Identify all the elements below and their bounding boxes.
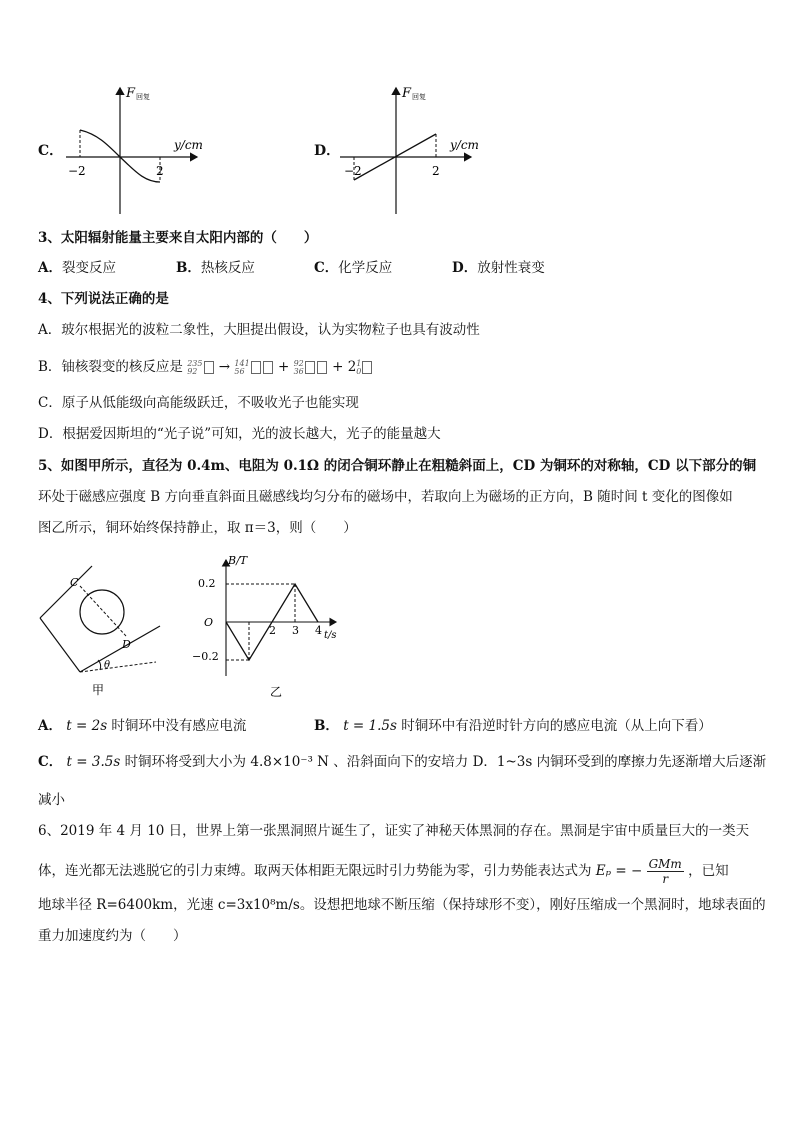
option-d-label: D． [314,143,341,159]
q5-option-d: D．1~3s 内铜环受到的摩擦力先逐渐增大后逐渐 [472,754,767,770]
jia-d-label: D [122,638,131,651]
figure-yi [186,552,346,702]
yi-x-axis: t/s [324,630,337,641]
jia-c-label: C [70,576,79,589]
c-tick-pos: 2 [156,164,164,178]
yi-origin: O [204,616,214,629]
q4-option-b: B．铀核裂变的核反应是 235 92 → 141 56 + 92 36 + 21 0 [38,357,373,377]
jia-theta-label: θ [104,660,111,671]
x-tick-4: 4 [315,624,322,637]
q3-stem: 3、太阳辐射能量主要来自太阳内部的（ ） [38,230,318,246]
q5-option-d-cont: 减小 [38,792,65,808]
d-tick-neg: −2 [344,164,362,178]
d-f-axis: F [402,86,412,101]
c-f-sub: 回复 [136,93,150,101]
option-d-graph [336,82,496,222]
option-c-graph [62,82,212,222]
d-f-sub: 回复 [412,93,426,101]
q4-option-a: A．玻尔根据光的波粒二象性，大胆提出假设，认为实物粒子也具有波动性 [38,322,480,338]
q5-line-2: 环处于磁感应强度 B 方向垂直斜面且磁感线均匀分布的磁场中，若取向上为磁场的正方向，B 随时间 t 变化的图像如 [38,489,733,505]
option-c-label: C． [38,143,64,159]
c-y-axis: y/cm [174,138,203,152]
x-tick-3: 3 [292,624,299,637]
yi-y-neg: −0.2 [192,650,219,663]
neutron-nuclide: 1 0 [356,358,362,376]
d-y-axis: y/cm [450,138,479,152]
jia-caption: 甲 [92,683,105,697]
q5-line-3: 图乙所示，铜环始终保持静止，取 π＝3，则（ ） [38,520,357,536]
uranium-nuclide: 235 92 [187,358,203,376]
q6-fraction: $\frac{\text{GMm}}{r}$ [648,857,682,886]
d-tick-pos: 2 [432,164,440,178]
x-tick-2: 2 [269,624,276,637]
barium-nuclide: 141 56 [234,358,250,376]
figure-jia [36,560,176,700]
q4-option-c: C．原子从低能级向高能级跃迁，不吸收光子也能实现 [38,395,359,411]
yi-caption: 乙 [270,685,283,699]
q3-option-d: D．放射性衰变 [452,260,545,276]
q6-line-3: 地球半径 R=6400km，光速 c=3x10⁸m/s。设想把地球不断压缩（保持球形不变），刚好压缩成一个黑洞时，地球表面的 [38,897,766,913]
q5-option-b: B． t = 1.5s 时铜环中有沿逆时针方向的感应电流（从上向下看） [314,718,712,734]
q5-line-1: 5、如图甲所示，直径为 0.4m、电阻为 0.1Ω 的闭合铜环静止在粗糙斜面上，CD 为铜环的对称轴，CD 以下部分的铜 [38,458,757,474]
c-f-axis: F [126,86,136,101]
q5-option-a: A． t = 2s 时铜环中没有感应电流 [38,718,247,734]
q6-line-1: 6、2019 年 4 月 10 日，世界上第一张黑洞照片诞生了，证实了神秘天体黑洞的存在。黑洞是宇宙中质量巨大的一类天 [38,823,750,839]
q6-line-2: 体，连光都无法逃脱它的引力束缚。取两天体相距无限远时引力势能为零，引力势能表达式为 Eₚ = − $\frac{\text{GMm}}{r}$ ，已知 [38,857,729,886]
q4-stem: 4、下列说法正确的是 [38,291,169,307]
krypton-nuclide: 92 36 [293,358,304,376]
q6-ep-expr: Eₚ = − [595,863,643,879]
c-tick-neg: −2 [68,164,86,178]
yi-y-axis: B/T [228,554,248,567]
q6-line-4: 重力加速度约为（ ） [38,928,187,944]
q3-option-b: B．热核反应 [176,260,255,276]
q3-option-a: A．裂变反应 [38,260,116,276]
q5-option-c: C． t = 3.5s 时铜环将受到大小为 4.8×10⁻³ N 、沿斜面向下的安培力 D．1~3s 内铜环受到的摩擦力先逐渐增大后逐渐 [38,754,767,770]
q3-option-c: C．化学反应 [314,260,393,276]
q4-option-d: D．根据爱因斯坦的“光子说”可知，光的波长越大，光子的能量越大 [38,426,441,442]
q4-option-b-prefix: B．铀核裂变的核反应是 [38,359,183,375]
yi-y-pos: 0.2 [198,577,216,590]
